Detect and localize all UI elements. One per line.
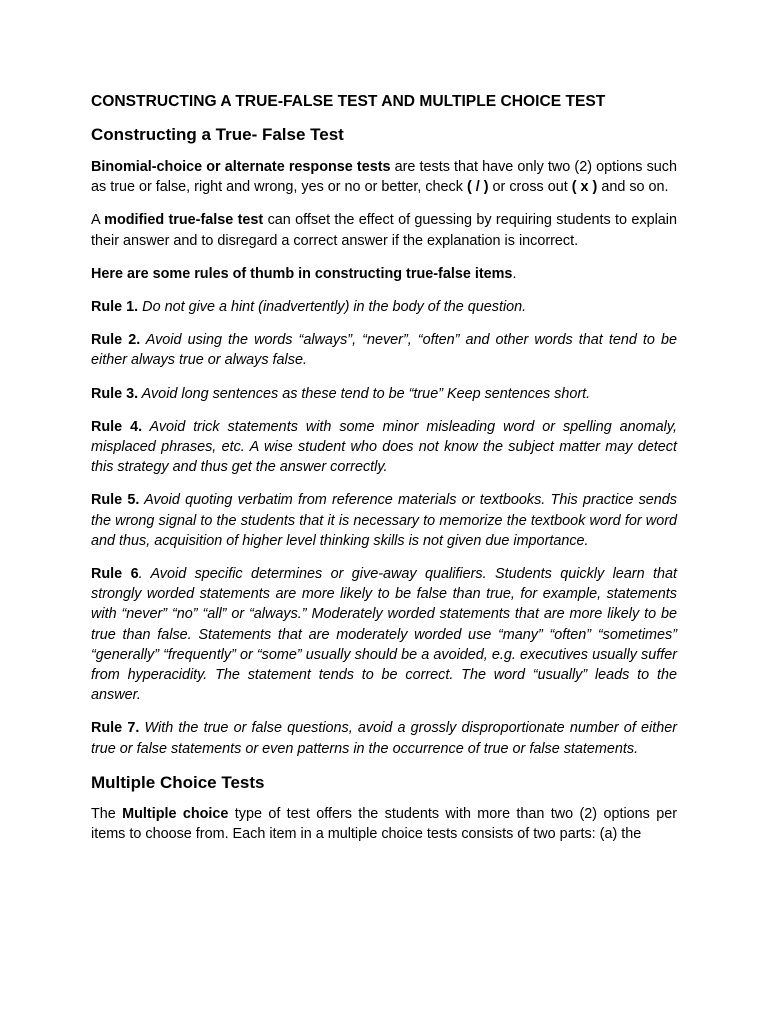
rule-text: With the true or false questions, avoid a grossly disproportionate number of either true or false statements or even patterns in the occurrence of true or false statements. [91, 720, 677, 757]
rule-label: Rule 6 [91, 566, 139, 583]
rule-label: Rule 2. [91, 332, 141, 349]
rule-text: Avoid quoting verbatim from reference materials or textbooks. This practice sends the wrong signal to the students that it is necessary to memorize the textbook word for word and thus, acquisition of higher level thinking skills is not given due importance. [91, 492, 677, 549]
rule-label: Rule 5. [91, 492, 140, 509]
cross-symbol: ( x ) [571, 179, 598, 196]
rule-text: Avoid trick statements with some minor misleading word or spelling anomaly, misplaced phrases, etc. A wise student who does not know the subject matter may detect this strategy and thus get the answer correctly. [91, 418, 677, 476]
rule-label: Rule 4. [91, 418, 143, 435]
document-page [91, 92, 677, 857]
section-heading-true-false: Constructing a True- False Test [91, 125, 344, 144]
rule-item [91, 330, 677, 370]
mc-text: type of test offers the students with more than two (2) options per items to choose from. Each item in a multiple choice tests consists of two parts: (a) the [91, 805, 677, 843]
modified-prefix: A [91, 212, 105, 229]
binomial-term: Binomial-choice or alternate response tests [91, 159, 391, 175]
rule-text: . Avoid specific determines or give-away qualifiers. Students quickly learn that strongly worded statements are more likely to be false than true, for example, statements with “never” “no” “all” or “always.” Moderately worded statements that are more likely to be true than false. Statements that are moderately worded use “many” “often” “sometimes” “generally” “frequently” or “some” usually should be a avoided, e.g. executives usually suffer from hyperacidity. The statement tends to be correct. The word “usually” leads to the answer. [91, 566, 677, 704]
rule-item [91, 417, 677, 478]
rule-label: Rule 3. [91, 385, 139, 402]
rules-intro-end: . [512, 265, 517, 282]
paragraph-binomial [91, 157, 677, 197]
section-heading-multiple-choice: Multiple Choice Tests [91, 772, 265, 792]
rule-item [91, 564, 677, 705]
document-title: CONSTRUCTING A TRUE-FALSE TEST AND MULTIPLE CHOICE TEST [91, 93, 606, 110]
mc-prefix: The [91, 805, 123, 822]
rule-item [91, 384, 677, 404]
rule-item [91, 490, 677, 551]
paragraph-modified [91, 210, 677, 250]
rule-item [91, 297, 677, 317]
binomial-text-2: or cross out [488, 179, 572, 196]
rules-intro-text: Here are some rules of thumb in constructing true-false items [91, 265, 513, 282]
rule-label: Rule 1. [91, 299, 139, 316]
rule-text: Do not give a hint (inadvertently) in the body of the question. [138, 299, 527, 316]
check-symbol: ( / ) [466, 179, 489, 196]
binomial-text-1: are tests that have only two (2) options such as true or false, right and wrong, yes or no or better, check [91, 159, 677, 196]
binomial-text-3: and so on. [597, 179, 669, 196]
modified-text: can offset the effect of guessing by requiring students to explain their answer and to disregard a correct answer if the explanation is incorrect. [91, 212, 678, 249]
paragraph-multiple-choice-intro [91, 804, 677, 844]
rule-text: Avoid using the words “always”, “never”, “often” and other words that tend to be either always true or always false. [91, 332, 677, 369]
mc-term: Multiple choice [122, 805, 229, 822]
rule-text: Avoid long sentences as these tend to be “true” Keep sentences short. [138, 385, 591, 402]
modified-term: modified true-false test [104, 212, 264, 229]
rule-item [91, 718, 677, 758]
rule-label: Rule 7. [91, 720, 140, 737]
paragraph-rules-intro [91, 264, 677, 284]
